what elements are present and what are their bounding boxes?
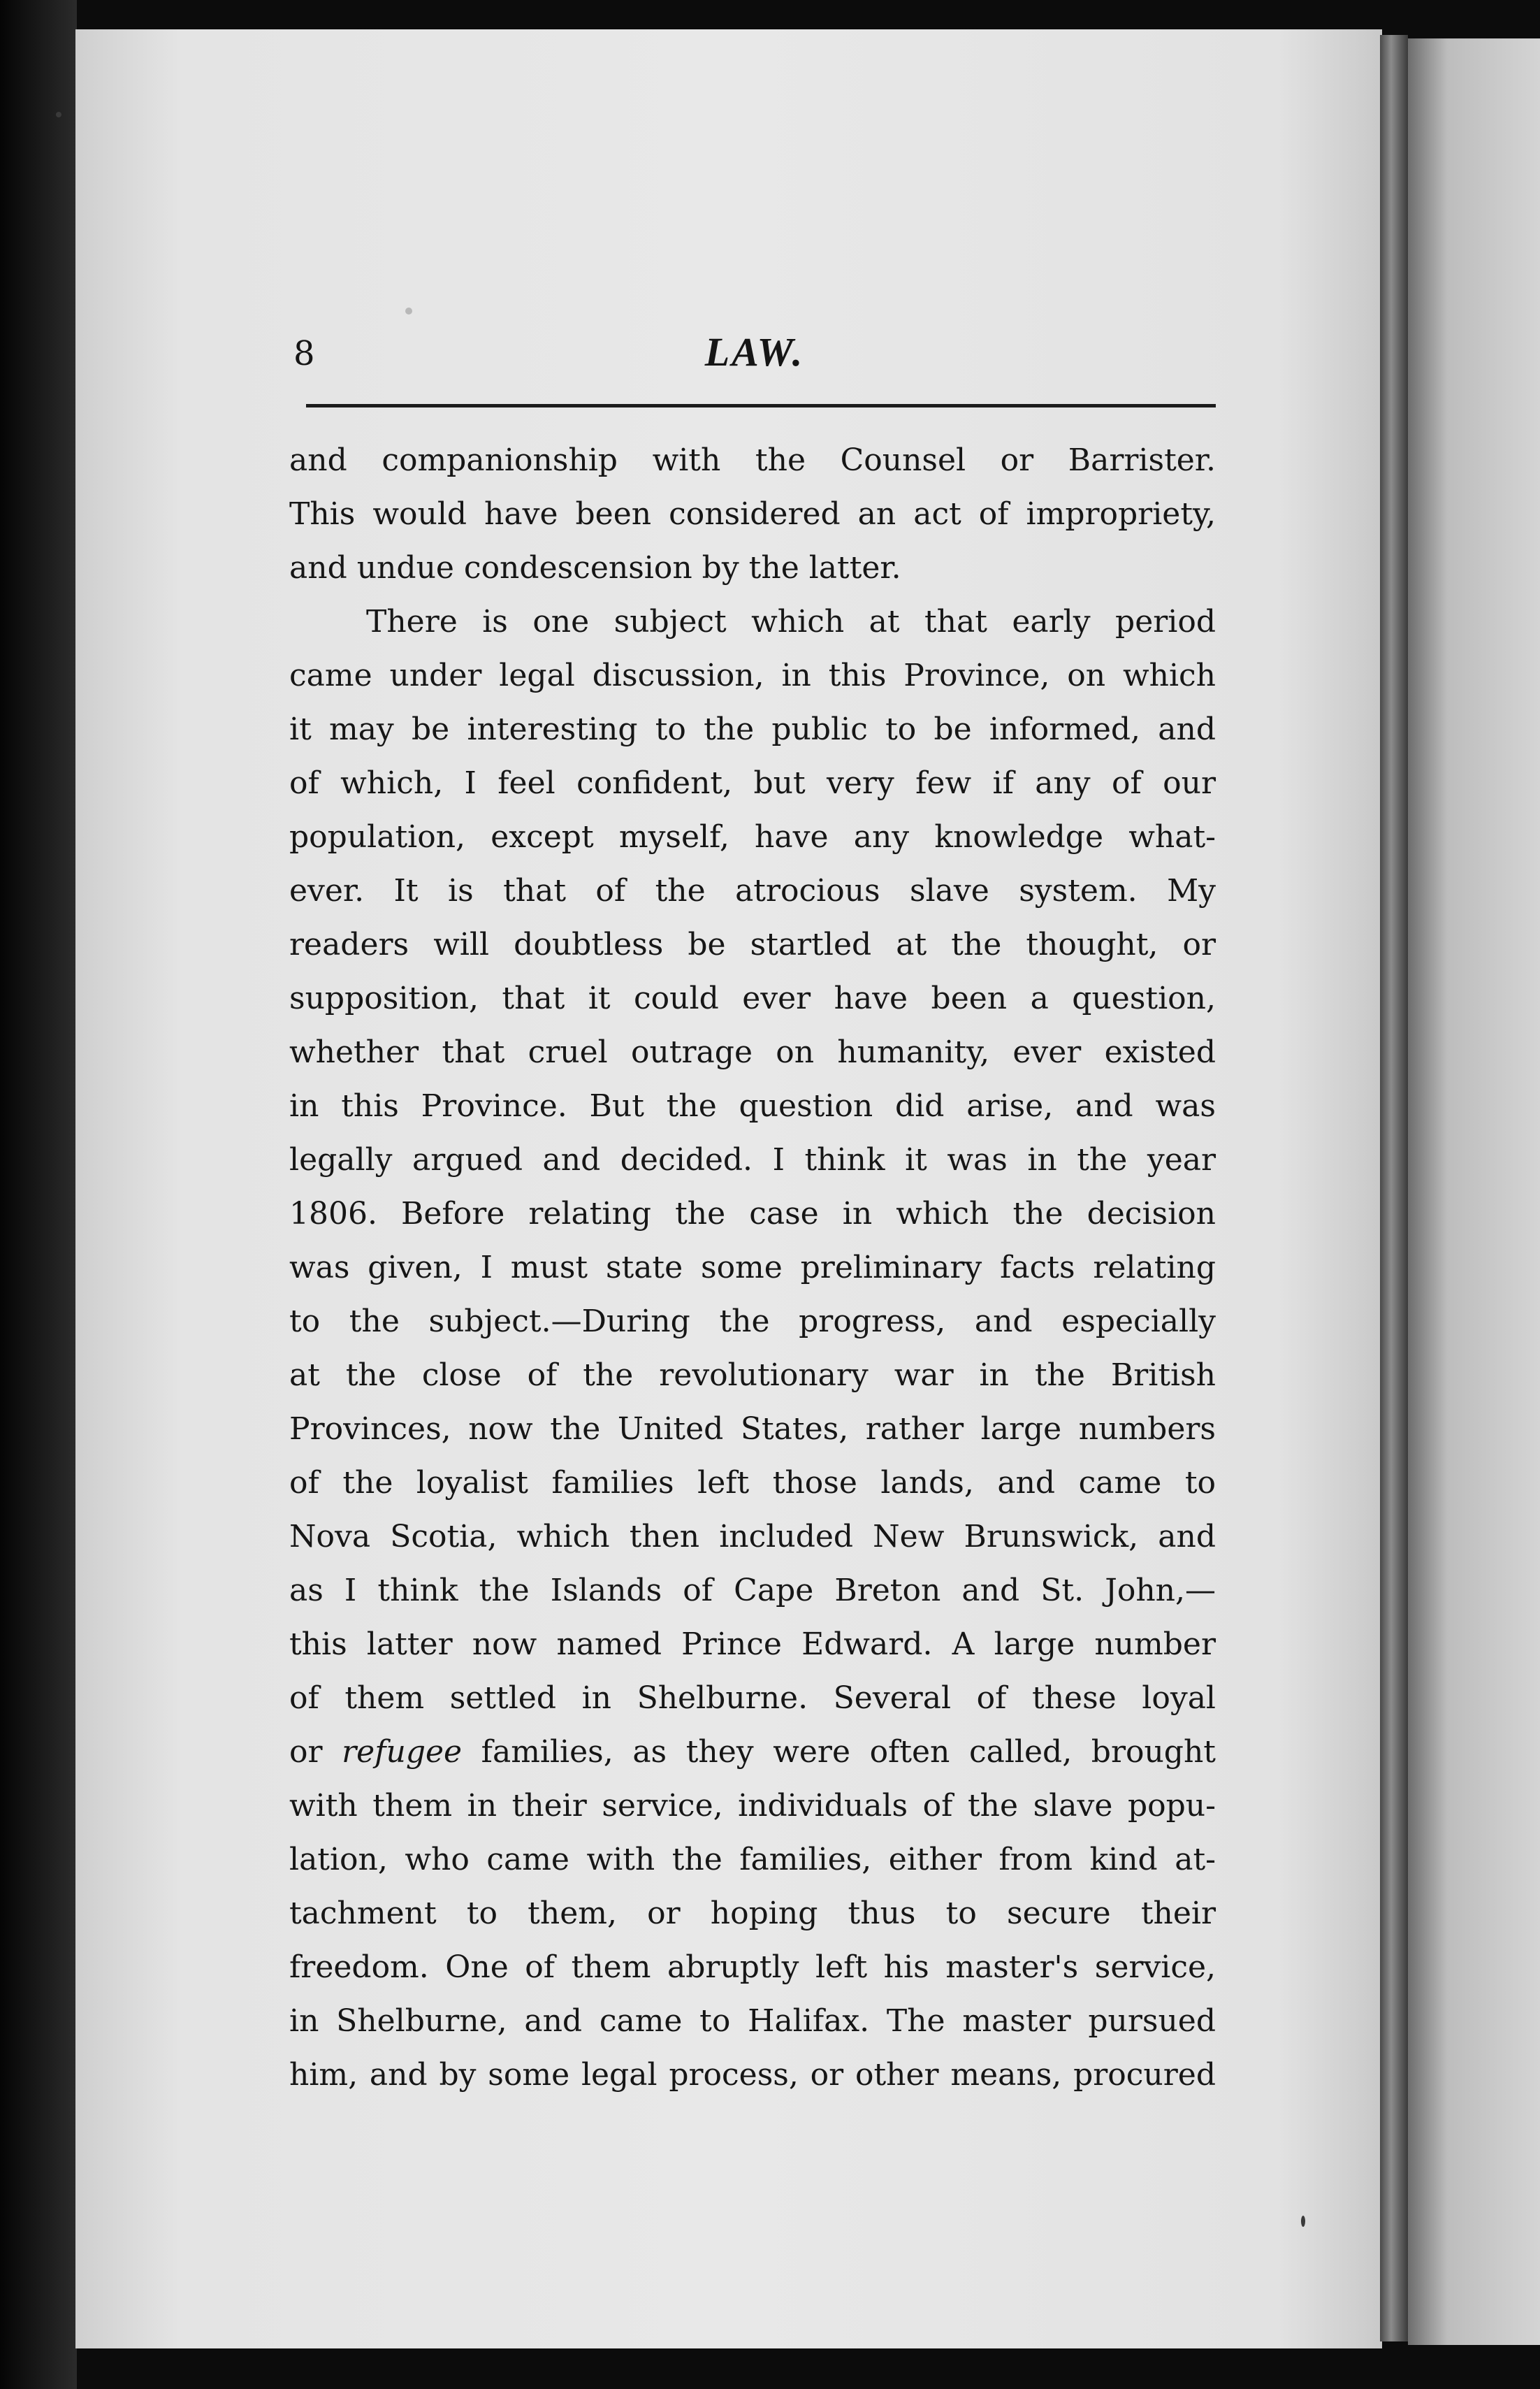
scan-speck: [405, 308, 412, 315]
text-line: of which, I feel confident, but very few if any of our: [289, 765, 1216, 801]
text-line: population, except myself, have any knowledge what-: [289, 819, 1216, 855]
text-line: in this Province. But the question did arise, and was: [289, 1088, 1216, 1124]
text-line: to the subject.—During the progress, and especially: [289, 1304, 1216, 1339]
text-line: tachment to them, or hoping thus to secure their: [289, 1896, 1216, 1931]
text-line: as I think the Islands of Cape Breton and St. John,—: [289, 1573, 1216, 1608]
text-line: and companionship with the Counsel or Barrister.: [289, 442, 1216, 478]
text-line: ever. It is that of the atrocious slave system. My: [289, 873, 1216, 909]
body-text: [289, 433, 1216, 2102]
text-line: came under legal discussion, in this Province, on which: [289, 658, 1216, 693]
paragraph: [289, 595, 1216, 2102]
scan-speck: [56, 112, 61, 117]
text-line: whether that cruel outrage on humanity, ever existed: [289, 1034, 1216, 1070]
line-fragment: or: [289, 1734, 323, 1770]
line-fragment: families, as they were often called, brought: [481, 1734, 1216, 1770]
text-line: readers will doubtless be startled at the thought, or: [289, 927, 1216, 962]
page-header: [293, 329, 1216, 391]
book-binding-shadow: [0, 0, 77, 2389]
text-line: of them settled in Shelburne. Several of these loyal: [289, 1680, 1216, 1716]
page-number: 8: [293, 334, 315, 373]
italic-word: refugee: [342, 1734, 463, 1770]
text-line: with them in their service, individuals of the slave popu-: [289, 1788, 1216, 1824]
paragraph: [289, 433, 1216, 595]
text-line: 1806. Before relating the case in which the decision: [289, 1196, 1216, 1232]
text-line: in Shelburne, and came to Halifax. The master pursued: [289, 2003, 1216, 2039]
text-line: at the close of the revolutionary war in the British: [289, 1357, 1216, 1393]
running-head: LAW.: [704, 329, 805, 375]
text-line: of the loyalist families left those lands, and came to: [289, 1465, 1216, 1501]
text-line: This would have been considered an act of impropriety,: [289, 496, 1216, 532]
text-line: lation, who came with the families, either from kind at-: [289, 1842, 1216, 1877]
text-line: There is one subject which at that early period: [366, 604, 1216, 640]
scan-speck: [1301, 2216, 1305, 2227]
text-line: was given, I must state some preliminary facts relating: [289, 1250, 1216, 1285]
text-line: freedom. One of them abruptly left his master's service,: [289, 1949, 1216, 1985]
text-line: Nova Scotia, which then included New Brunswick, and: [289, 1519, 1216, 1554]
adjacent-page-edge: [1408, 38, 1540, 2345]
header-rule: [306, 404, 1216, 407]
text-line: it may be interesting to the public to be informed, and: [289, 712, 1216, 747]
page-gutter-edge: [1380, 35, 1408, 2341]
text-line: supposition, that it could ever have been a question,: [289, 981, 1216, 1016]
text-line: this latter now named Prince Edward. A large number: [289, 1626, 1216, 1662]
text-line: legally argued and decided. I think it was in the year: [289, 1142, 1216, 1178]
text-line: and undue condescension by the latter.: [289, 550, 901, 586]
text-line: Provinces, now the United States, rather large numbers: [289, 1411, 1216, 1447]
text-line: him, and by some legal process, or other means, procured: [289, 2057, 1216, 2093]
text-line-with-italic: [289, 1725, 1216, 1779]
